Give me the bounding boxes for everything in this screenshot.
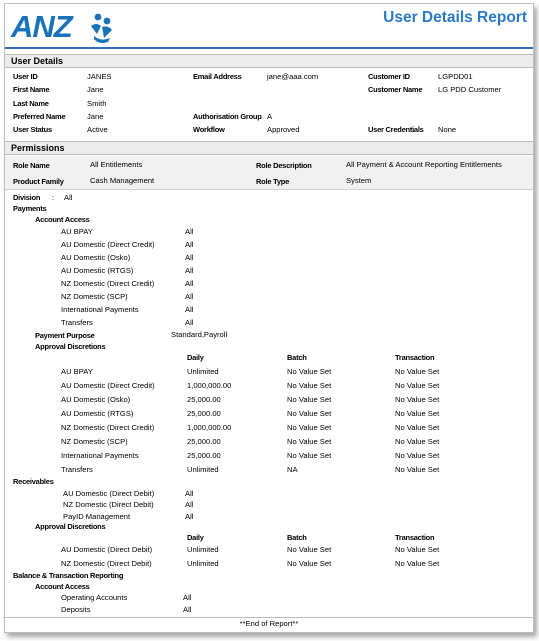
- table-cell-transaction: No Value Set: [395, 559, 440, 568]
- table-row-name: AU Domestic (RTGS): [61, 409, 134, 418]
- header-rule: [5, 47, 533, 49]
- list-item: Deposits: [61, 605, 91, 614]
- table-row-name: AU BPAY: [61, 367, 93, 376]
- table-cell-batch: No Value Set: [287, 367, 332, 376]
- list-item: AU Domestic (Direct Credit): [61, 240, 155, 249]
- role-description-value: All Payment & Account Reporting Entitlements: [346, 160, 502, 169]
- table-cell-batch: No Value Set: [287, 423, 332, 432]
- payments-heading: Payments: [13, 204, 47, 213]
- list-item-value: All: [185, 500, 194, 509]
- receivables-heading: Receivables: [13, 477, 54, 486]
- table-cell-transaction: No Value Set: [395, 465, 440, 474]
- table-row-name: NZ Domestic (Direct Credit): [61, 423, 155, 432]
- table-row-name: AU Domestic (Direct Credit): [61, 381, 155, 390]
- table-cell-daily: 25,000.00: [187, 437, 221, 446]
- table-cell-daily: 25,000.00: [187, 409, 221, 418]
- table-cell-daily: Unlimited: [187, 545, 219, 554]
- receivables-approval-heading: Approval Discretions: [35, 522, 106, 531]
- report-page: [4, 3, 534, 633]
- table-row-name: Transfers: [61, 465, 93, 474]
- table-cell-batch: No Value Set: [287, 559, 332, 568]
- customer-id-label: Customer ID: [368, 72, 410, 81]
- table-cell-transaction: No Value Set: [395, 423, 440, 432]
- payments-approval-heading: Approval Discretions: [35, 342, 106, 351]
- customer-id-value: LGPDD01: [438, 72, 473, 81]
- column-header-daily: Daily: [187, 533, 204, 542]
- table-cell-daily: Unlimited: [187, 367, 219, 376]
- payment-purpose-value: Standard,Payroll: [171, 330, 228, 339]
- user-status-value: Active: [87, 125, 108, 134]
- anz-logo: [11, 10, 121, 44]
- column-header-batch: Batch: [287, 533, 307, 542]
- auth-group-label: Authorisation Group: [193, 112, 262, 121]
- user-details-heading: User Details: [11, 56, 64, 66]
- role-name-value: All Entitlements: [90, 160, 143, 169]
- anz-people-logo-icon: [86, 12, 118, 44]
- permissions-heading: Permissions: [11, 143, 65, 153]
- list-item: Transfers: [61, 318, 93, 327]
- table-cell-daily: 25,000.00: [187, 451, 221, 460]
- table-cell-batch: No Value Set: [287, 451, 332, 460]
- column-header-transaction: Transaction: [395, 353, 435, 362]
- list-item-value: All: [185, 240, 194, 249]
- table-cell-batch: No Value Set: [287, 545, 332, 554]
- role-name-label: Role Name: [13, 161, 50, 170]
- column-header-daily: Daily: [187, 353, 204, 362]
- user-details-section-header: [5, 54, 533, 68]
- list-item: NZ Domestic (SCP): [61, 292, 128, 301]
- user-id-label: User ID: [13, 72, 38, 81]
- table-row-name: NZ Domestic (SCP): [61, 437, 128, 446]
- user-id-value: JANES: [87, 72, 112, 81]
- list-item: AU BPAY: [61, 227, 93, 236]
- list-item: AU Domestic (RTGS): [61, 266, 134, 275]
- end-of-report: **End of Report**: [239, 619, 299, 628]
- permissions-section-header: [5, 141, 533, 155]
- table-cell-transaction: No Value Set: [395, 395, 440, 404]
- list-item-value: All: [185, 512, 194, 521]
- table-row-name: AU Domestic (Osko): [61, 395, 131, 404]
- auth-group-value: A: [267, 112, 273, 121]
- table-cell-transaction: No Value Set: [395, 409, 440, 418]
- table-cell-transaction: No Value Set: [395, 545, 440, 554]
- role-type-value: System: [346, 176, 372, 185]
- list-item-value: All: [185, 253, 194, 262]
- list-item: Operating Accounts: [61, 593, 128, 602]
- list-item-value: All: [185, 279, 194, 288]
- list-item-value: All: [185, 292, 194, 301]
- role-type-label: Role Type: [256, 177, 290, 186]
- table-row-name: AU Domestic (Direct Debit): [61, 545, 153, 554]
- customer-name-value: LG PDD Customer: [438, 85, 502, 94]
- report-title: User Details Report: [383, 9, 527, 26]
- table-cell-batch: No Value Set: [287, 409, 332, 418]
- first-name-value: Jane: [87, 85, 104, 94]
- table-cell-transaction: No Value Set: [395, 381, 440, 390]
- table-cell-batch: No Value Set: [287, 437, 332, 446]
- list-item-value: All: [185, 266, 194, 275]
- workflow-label: Workflow: [193, 125, 225, 134]
- table-cell-batch: No Value Set: [287, 381, 332, 390]
- list-item-value: All: [185, 318, 194, 327]
- anz-logo-text: ANZ: [11, 9, 72, 44]
- user-status-label: User Status: [13, 125, 52, 134]
- table-cell-transaction: No Value Set: [395, 437, 440, 446]
- list-item: NZ Domestic (Direct Credit): [61, 279, 155, 288]
- last-name-value: Smith: [87, 99, 107, 108]
- table-cell-daily: 1,000,000.00: [187, 381, 232, 390]
- table-cell-batch: No Value Set: [287, 395, 332, 404]
- table-row-name: NZ Domestic (Direct Debit): [61, 559, 152, 568]
- table-row-name: International Payments: [61, 451, 139, 460]
- list-item: AU Domestic (Direct Debit): [63, 489, 155, 498]
- column-header-batch: Batch: [287, 353, 307, 362]
- email-value: jane@aaa.com: [267, 72, 319, 81]
- role-description-label: Role Description: [256, 161, 312, 170]
- list-item-value: All: [183, 605, 192, 614]
- table-cell-transaction: No Value Set: [395, 367, 440, 376]
- user-credentials-value: None: [438, 125, 457, 134]
- footer-divider: [5, 617, 533, 618]
- table-cell-daily: Unlimited: [187, 465, 219, 474]
- list-item: AU Domestic (Osko): [61, 253, 131, 262]
- workflow-value: Approved: [267, 125, 300, 134]
- table-cell-daily: Unlimited: [187, 559, 219, 568]
- list-item: International Payments: [61, 305, 139, 314]
- table-cell-daily: 25,000.00: [187, 395, 221, 404]
- division-sep: :: [52, 193, 55, 202]
- last-name-label: Last Name: [13, 99, 49, 108]
- list-item-value: All: [183, 593, 192, 602]
- email-label: Email Address: [193, 72, 242, 81]
- first-name-label: First Name: [13, 85, 50, 94]
- list-item-value: All: [185, 305, 194, 314]
- list-item: PayID Management: [63, 512, 131, 521]
- balance-account-access-heading: Account Access: [35, 582, 90, 591]
- list-item-value: All: [185, 227, 194, 236]
- column-header-transaction: Transaction: [395, 533, 435, 542]
- table-cell-transaction: No Value Set: [395, 451, 440, 460]
- user-credentials-label: User Credentials: [368, 125, 424, 134]
- customer-name-label: Customer Name: [368, 85, 423, 94]
- division-value: All: [64, 193, 73, 202]
- preferred-name-label: Preferred Name: [13, 112, 66, 121]
- division-label: Division: [13, 193, 41, 202]
- table-cell-daily: 1,000,000.00: [187, 423, 232, 432]
- preferred-name-value: Jane: [87, 112, 104, 121]
- list-item-value: All: [185, 489, 194, 498]
- product-family-label: Product Family: [13, 177, 64, 186]
- list-item: NZ Domestic (Direct Debit): [63, 500, 154, 509]
- balance-reporting-heading: Balance & Transaction Reporting: [13, 571, 124, 580]
- product-family-value: Cash Management: [90, 176, 155, 185]
- payments-account-access-heading: Account Access: [35, 215, 90, 224]
- payment-purpose-label: Payment Purpose: [35, 331, 95, 340]
- table-cell-batch: NA: [287, 465, 298, 474]
